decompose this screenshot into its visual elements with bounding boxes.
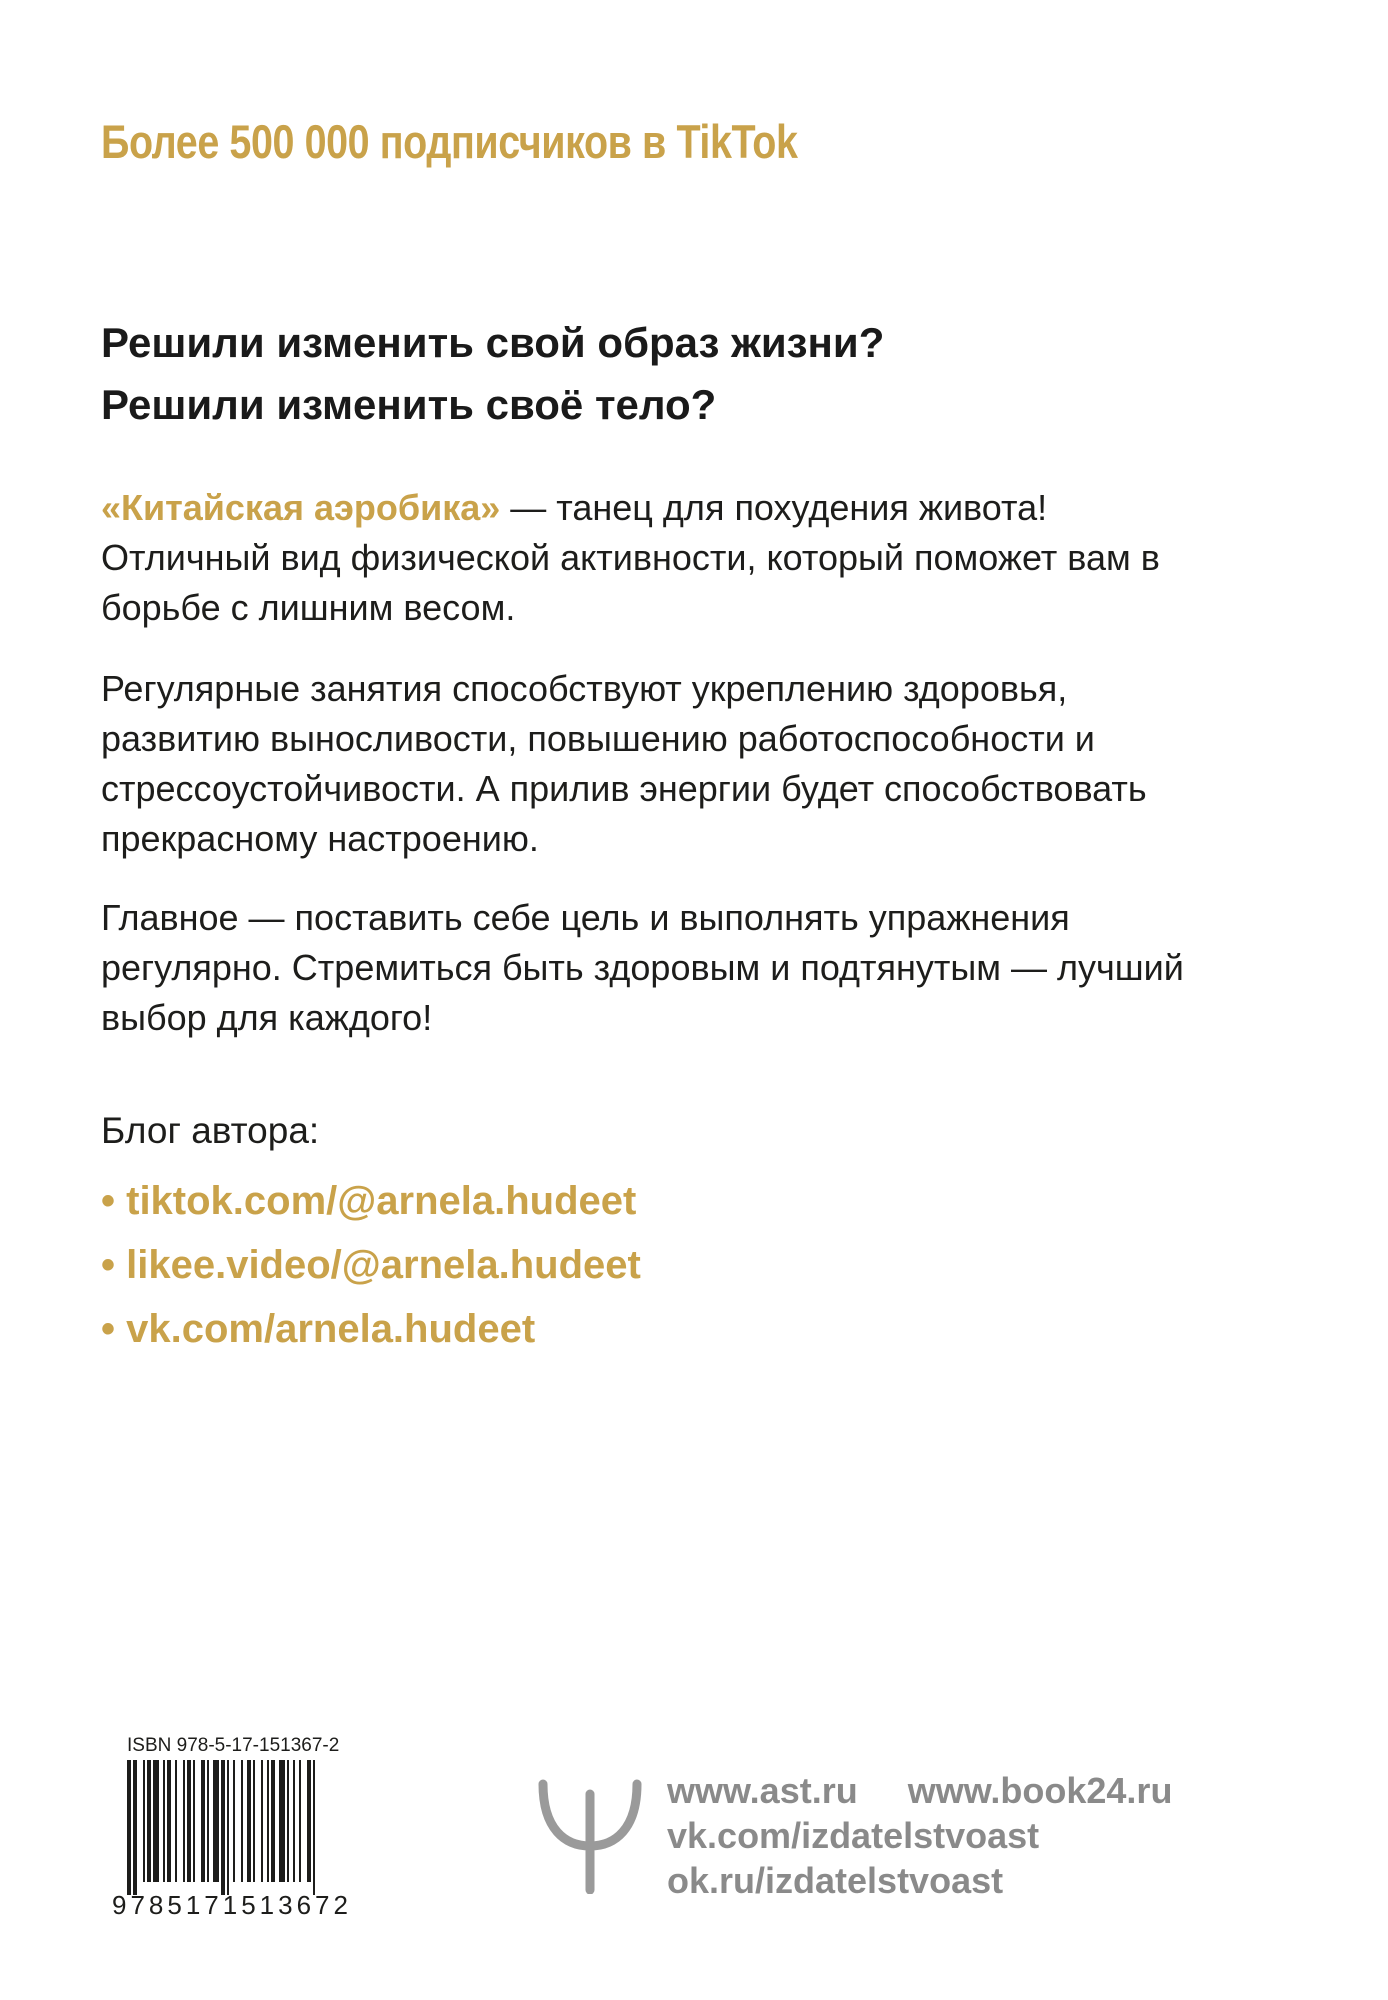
headline-line-2: Решили изменить своё тело? <box>101 381 717 428</box>
headline-line-1: Решили изменить свой образ жизни? <box>101 319 885 366</box>
blog-label: Блог автора: <box>101 1110 320 1151</box>
headline <box>101 312 884 436</box>
tagline: Более 500 000 подписчиков в TikTok <box>101 115 798 168</box>
isbn-label: ISBN 978-5-17-151367-2 <box>127 1735 340 1756</box>
barcode <box>127 1760 377 1895</box>
link-tiktok[interactable]: • tiktok.com/@arnela.hudeet <box>101 1179 637 1223</box>
psi-logo-icon <box>535 1774 645 1894</box>
link-likee[interactable]: • likee.video/@arnela.hudeet <box>101 1243 641 1287</box>
publisher-links <box>667 1768 1172 1903</box>
publisher-ok[interactable]: ok.ru/izdatelstvoast <box>667 1860 1004 1901</box>
publisher-site-ast[interactable]: www.ast.ru <box>667 1770 858 1811</box>
paragraph-intro <box>101 483 1221 633</box>
paragraph-goal: Главное — поставить себе цель и выполнять упражнения регулярно. Стремиться быть здоровым и подтянутым — лучший выбор для каждого! <box>101 897 1184 1038</box>
barcode-digits: 9785171513672 <box>112 1890 352 1920</box>
book-title-highlight: «Китайская аэробика» <box>101 487 501 528</box>
publisher-vk[interactable]: vk.com/izdatelstvoast <box>667 1815 1040 1856</box>
paragraph-benefits: Регулярные занятия способствуют укреплению здоровья, развитию выносливости, повышению работоспособности и стрессоустойчивости. А прилив энергии будет способствовать прекрасному настроению. <box>101 668 1147 859</box>
blog-links <box>101 1169 641 1361</box>
paragraph-intro-text: — танец для похудения живота! Отличный вид физической активности, который поможет вам в борьбе с лишним весом. <box>101 487 1160 628</box>
publisher-site-book24[interactable]: www.book24.ru <box>907 1770 1173 1811</box>
publisher-sites-row <box>667 1768 1172 1813</box>
link-vk[interactable]: • vk.com/arnela.hudeet <box>101 1307 536 1351</box>
